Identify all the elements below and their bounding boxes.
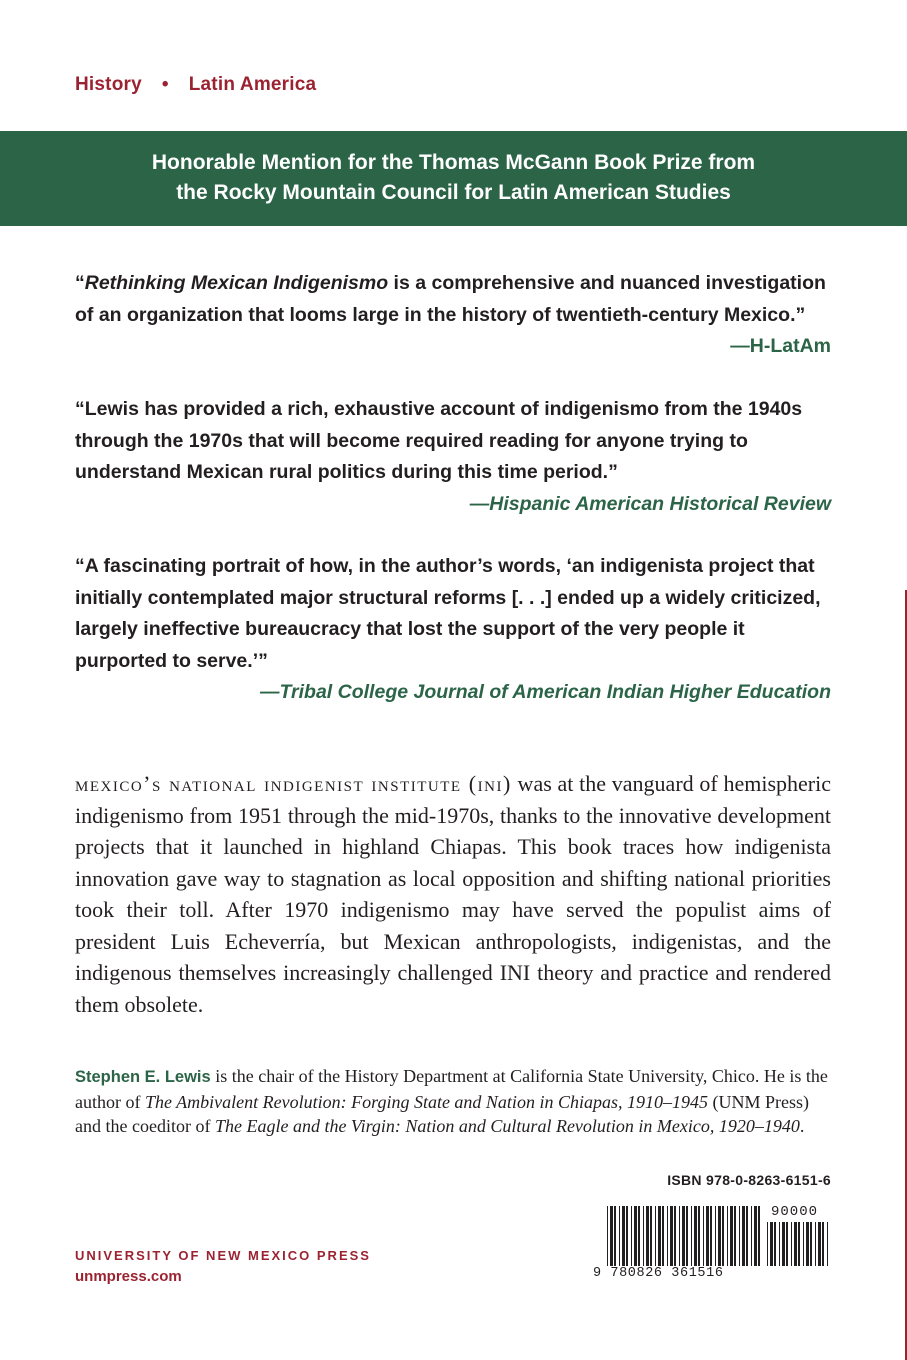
review-quote-1 xyxy=(75,268,831,363)
category-history: History xyxy=(75,74,142,95)
publisher-website: unmpress.com xyxy=(75,1268,182,1285)
barcode-addon-icon xyxy=(767,1222,831,1266)
quote-open-mark: “ xyxy=(75,272,85,294)
quote-body: “A fascinating portrait of how, in the author’s words, ‘an indigenista project that initially contemplated major structural reforms [. . .] ended up a widely criticized, largely ineffective bureaucracy that lost the support of the very people it purported to serve.’” xyxy=(75,555,821,672)
award-banner-text xyxy=(0,148,907,208)
category-latin-america: Latin America xyxy=(188,74,317,95)
quote-source: —Tribal College Journal of American Indian Higher Education xyxy=(259,681,831,703)
bio-book-1: The Ambivalent Revolution: Forging State and Nation in Chiapas, 1910–1945 xyxy=(144,1091,708,1112)
description-lead: mexico’s national indigenist institute (ini) xyxy=(75,771,512,796)
isbn: ISBN 978-0-8263-6151-6 xyxy=(667,1172,831,1188)
bio-text: is the chair of the History Department at California State University, Chico. He is the author of xyxy=(75,1066,828,1112)
award-line-1: Honorable Mention for the Thomas McGann Book Prize from xyxy=(151,151,756,174)
author-name: Stephen E. Lewis xyxy=(75,1068,211,1086)
barcode-icon xyxy=(607,1206,763,1266)
review-quote-3 xyxy=(75,551,831,709)
bio-book-2: The Eagle and the Virgin: Nation and Cultural Revolution in Mexico, 1920–1940 xyxy=(214,1116,800,1136)
description-body: was at the vanguard of hemispheric indigenismo from 1951 through the mid-1970s, thanks to the innovative development projects that it launched in highland Chiapas. This book traces how indigenista innovation gave way to stagnation as local opposition and shifting national priorities took their toll. After 1970 indigenismo may have served the populist aims of president Luis Echeverría, but Mexican anthropologists, indigenistas, and the indigenous themselves increasingly challenged INI theory and practice and rendered them obsolete. xyxy=(75,771,832,1017)
quote-book-title: Rethinking Mexican Indigenismo xyxy=(84,272,389,294)
quote-body: is a comprehensive and nuanced investigation of an organization that looms large in the history of twentieth-century Mexico.” xyxy=(75,272,826,326)
bio-text: . xyxy=(799,1116,805,1136)
barcode-addon-digits: 90000 xyxy=(771,1204,819,1220)
quote-body: “Lewis has provided a rich, exhaustive account of indigenismo from the 1940s through the 1970s that will become required reading for anyone trying to understand Mexican rural politics during this time period.” xyxy=(75,398,803,483)
bio-text: (UNM Press) and the coeditor of xyxy=(75,1091,809,1136)
category-separator: • xyxy=(161,74,169,95)
category-labels xyxy=(75,74,316,96)
author-bio xyxy=(75,1064,831,1139)
publisher-name: UNIVERSITY OF NEW MEXICO PRESS xyxy=(75,1248,371,1263)
review-quote-2 xyxy=(75,394,831,520)
barcode-digits: 9 780826 361516 xyxy=(593,1266,724,1281)
book-description xyxy=(75,768,831,1020)
quote-source: —H-LatAm xyxy=(730,335,831,357)
quote-source: —Hispanic American Historical Review xyxy=(469,492,831,515)
award-line-2: the Rocky Mountain Council for Latin American Studies xyxy=(176,181,731,204)
